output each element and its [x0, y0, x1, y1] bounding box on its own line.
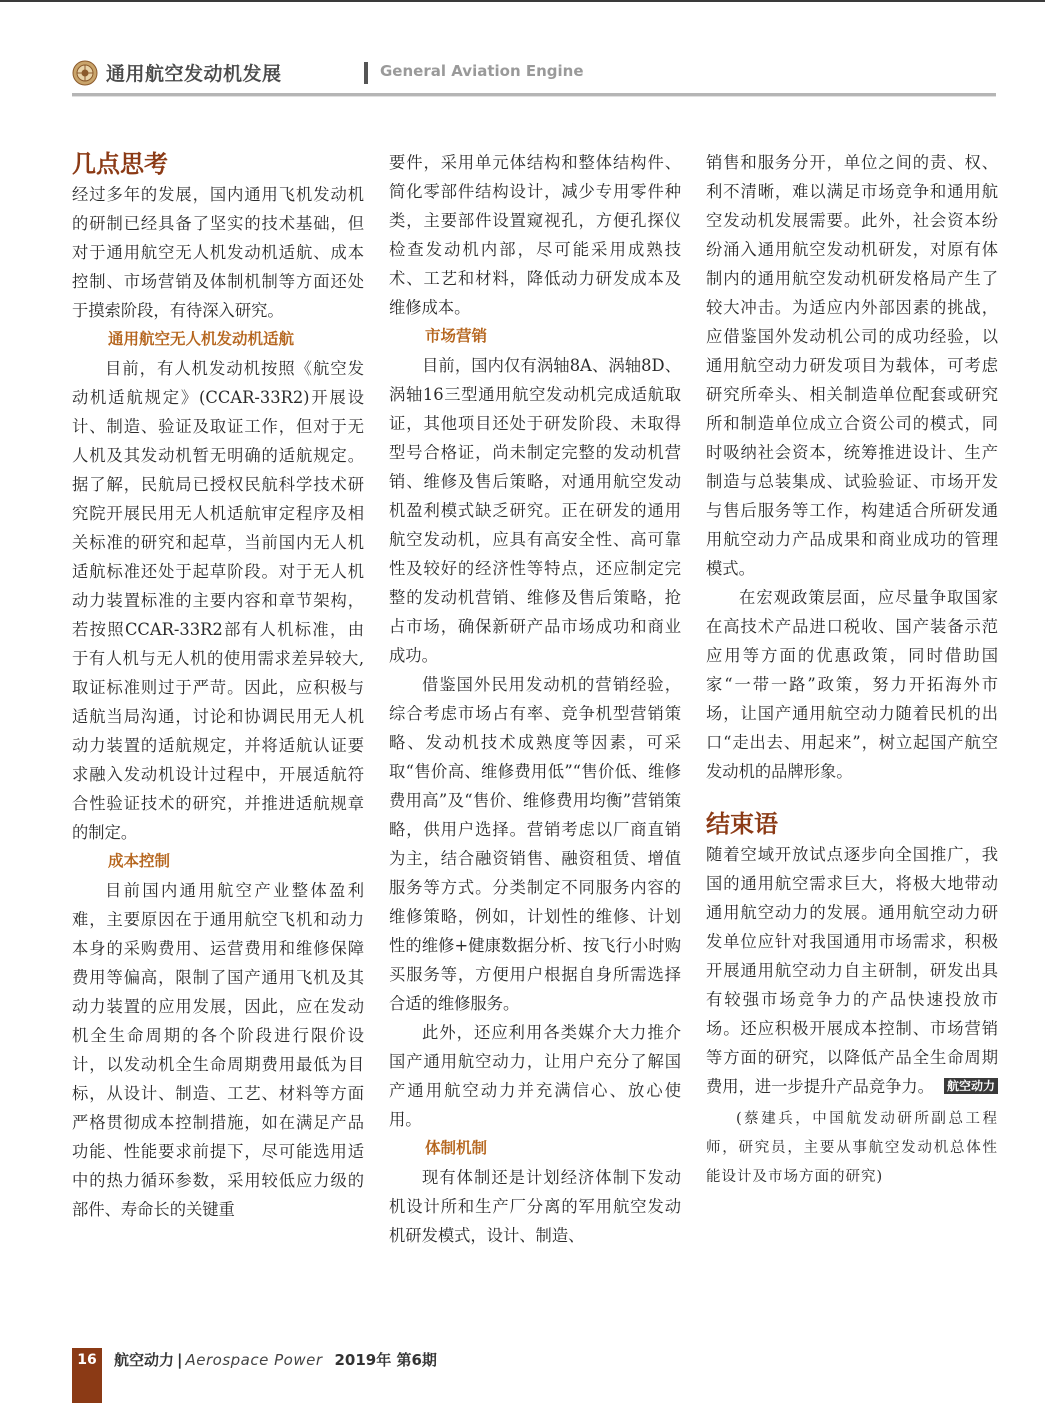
page-number: 16: [77, 1352, 97, 1368]
paragraph-marketing-1: 目前，国内仅有涡轴8A、涡轴8D、涡轴16三型通用航空发动机完成适航取证，其他项目还处于研发阶段、未取得型号合格证，尚未制定完整的发动机营销、维修及售后策略，对通用航空发动机盈利模式缺乏研究。正在研发的通用航空发动机，应具有高安全性、高可靠性及较好的经济性等特点，还应制定完整的发动机营销、维修及售后策略，抢占市场，确保新研产品市场成功和商业成功。: [389, 356, 681, 665]
author-bio: (蔡建兵，中国航发动研所副总工程师，研究员，主要从事航空发动机总体性能设计及市场方面的研究): [706, 1111, 998, 1185]
paragraph-cost-control-continued: 要件，采用单元体结构和整体结构件、简化零部件结构设计，减少专用零件种类，主要部件设置窥视孔，方便孔探仪检查发动机内部，尽可能采用成熟技术、工艺和材料，降低动力研发成本及维修成本。: [389, 153, 681, 317]
header-title-en: General Aviation Engine: [380, 62, 584, 80]
paragraph-marketing-2: 借鉴国外民用发动机的营销经验，综合考虑市场占有率、竞争机型营销策略、发动机技术成熟度等因素，可采取“售价高、维修费用低”“售价低、维修费用高”及“售价、维修费用均衡”营销策略，供用户选择。营销考虑以厂商直销为主，结合融资销售、融资租赁、增值服务等方式。分类制定不同服务内容的维修策略，例如，计划性的维修、计划性的维修+健康数据分析、按飞行小时购买服务等，方便用户根据自身所需选择合适的维修服务。: [389, 675, 681, 1013]
subheading-cost-control: 成本控制: [108, 852, 171, 870]
footer-separator: |: [177, 1351, 183, 1369]
subheading-marketing: 市场营销: [425, 327, 488, 345]
paragraph-airworthiness: 目前，有人机发动机按照《航空发动机适航规定》(CCAR-33R2)开展设计、制造、验证及取证工作，但对于无人机及其发动机暂无明确的适航规定。据了解，民航局已授权民航科学技术研究院开展民用无人机适航审定程序及相关标准的研究和起草，当前国内无人机适航标准还处于起草阶段。对于无人机动力装置标准的主要内容和章节架构，若按照CCAR-33R2部有人机标准，由于有人机与无人机的使用需求差异较大,取证标准则过于严苛。因此，应积极与适航当局沟通，讨论和协调民用无人机动力装置的适航规定，并将适航认证要求融入发动机设计过程中，开展适航符合性验证技术的研究，并推进适航规章的制定。: [72, 359, 364, 842]
paragraph-cost-control: 目前国内通用航空产业整体盈利难，主要原因在于通用航空飞机和动力本身的采购费用、运营费用和维修保障费用等偏高，限制了国产通用飞机及其动力装置的应用发展，因此，应在发动机全生命周期的各个阶段进行限价设计，以发动机全生命周期费用最低为目标，从设计、制造、工艺、材料等方面严格贯彻成本控制措施，如在满足产品功能、性能要求前提下，尽可能选用适中的热力循环参数，采用较低应力级的部件、寿命长的关键重: [72, 881, 364, 1219]
footer-issue: 2019年 第6期: [334, 1351, 437, 1369]
column-middle: [389, 148, 681, 1250]
subheading-system: 体制机制: [425, 1139, 488, 1157]
section-heading-conclusion: 结束语: [706, 810, 778, 838]
paragraph-conclusion: [706, 840, 998, 1101]
section-heading-thoughts: 几点思考: [72, 150, 168, 178]
subheading-airworthiness: 通用航空无人机发动机适航: [108, 330, 295, 348]
paragraph-system: 现有体制还是计划经济体制下发动机设计所和生产厂分离的军用航空发动机研发模式，设计、制造、: [389, 1168, 681, 1245]
column-left: [72, 148, 364, 1224]
journal-logo-icon: [72, 60, 98, 86]
footer-journal-en: Aerospace Power: [185, 1351, 323, 1369]
header-separator: [364, 62, 368, 84]
column-right: [706, 148, 998, 1192]
footer-journal-cn: 航空动力: [114, 1351, 175, 1369]
brand-end-mark: 航空动力: [944, 1078, 998, 1094]
paragraph-marketing-3: 此外，还应利用各类媒介大力推介国产通用航空动力，让用户充分了解国产通用航空动力并充满信心、放心使用。: [389, 1023, 681, 1129]
header-rule: [72, 93, 996, 97]
top-border-line: [0, 0, 1045, 2]
header-title-cn: 通用航空发动机发展: [106, 63, 282, 85]
paragraph-conclusion-text: 随着空域开放试点逐步向全国推广，我国的通用航空需求巨大，将极大地带动通用航空动力的发展。通用航空动力研发单位应针对我国通用市场需求，积极开展通用航空动力自主研制，研发出具有较强市场竞争力的产品快速投放市场。还应积极开展成本控制、市场营销等方面的研究，以降低产品全生命周期费用，进一步提升产品竞争力。: [706, 845, 998, 1096]
paragraph-system-continued: 销售和服务分开，单位之间的责、权、利不清晰，难以满足市场竞争和通用航空发动机发展需要。此外，社会资本纷纷涌入通用航空发动机研发，对原有体制内的通用航空发动机研发格局产生了较大冲击。为适应内外部因素的挑战，应借鉴国外发动机公司的成功经验，以通用航空动力研发项目为载体，可考虑研究所牵头、相关制造单位配套或研究所和制造单位成立合资公司的模式，同时吸纳社会资本，统筹推进设计、生产制造与总装集成、试验验证、市场开发与售后服务等工作，构建适合所研发通用航空动力产品成果和商业成功的管理模式。: [706, 153, 998, 578]
running-header: [72, 58, 996, 88]
paragraph-policy: 在宏观政策层面，应尽量争取国家在高技术产品进口税收、国产装备示范应用等方面的优惠政策，同时借助国家“一带一路”政策，努力开拓海外市场，让国产通用航空动力随着民机的出口“走出去、用起来”，树立起国产航空发动机的品牌形象。: [706, 588, 998, 781]
paragraph-intro: 经过多年的发展，国内通用飞机发动机的研制已经具备了坚实的技术基础，但对于通用航空无人机发动机适航、成本控制、市场营销及体制机制等方面还处于摸索阶段，有待深入研究。: [72, 185, 364, 320]
running-footer: [114, 1349, 437, 1370]
